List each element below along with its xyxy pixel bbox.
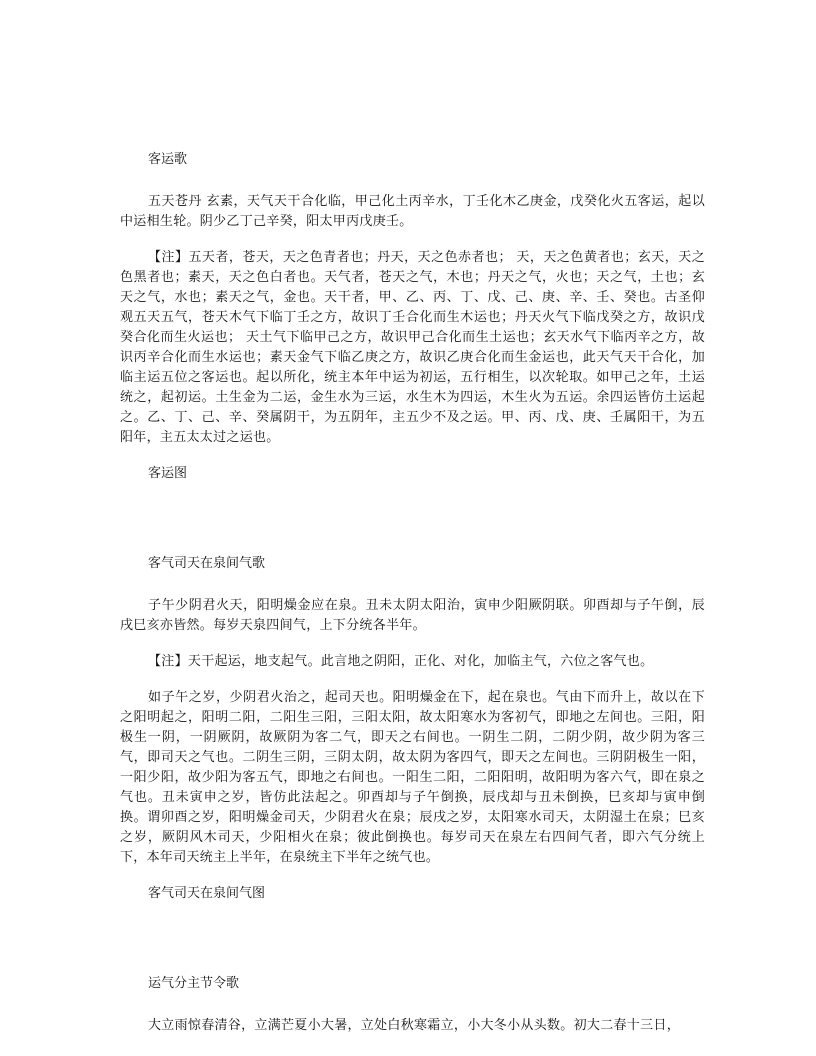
heading-keyun-ge: 客运歌 <box>148 152 188 167</box>
note-keyun-ge <box>120 248 705 448</box>
heading-keqi-tu: 客气司天在泉间气图 <box>148 886 266 901</box>
heading-yunqi-ge: 运气分主节令歌 <box>148 976 240 991</box>
note-text: 天干起运，地支起气。此言地之阴阳，正化、对化，加临主气，六位之客气也。 <box>187 654 654 669</box>
figure-placeholder-keyun-tu <box>120 506 705 554</box>
heading-keqi-ge: 客气司天在泉间气歌 <box>148 556 266 571</box>
note-label: 【注】 <box>148 250 189 265</box>
verse-yunqi-ge: 大立雨惊春清谷，立满芒夏小大暑，立处白秋寒霜立，小大冬小从头数。初大二春十三日， <box>148 1018 681 1033</box>
heading-keyun-tu: 客运图 <box>148 466 188 481</box>
verse-keyun-ge: 五天苍丹 玄素，天气天干合化临，甲己化土丙辛水，丁壬化木乙庚金，戊癸化火五客运，起以中运相生轮。阴少乙丁己辛癸，阳太甲丙戊庚壬。 <box>120 194 705 229</box>
note-keqi-ge <box>120 652 705 672</box>
note-label: 【注】 <box>148 654 188 669</box>
explain-keqi-ge: 如子午之岁，少阴君火治之，起司天也。阳明燥金在下，起在泉也。气由下而升上，故以在下之阳明起之，阳明二阳，二阳生三阳，三阳太阳，故太阳寒水为客初气，即地之左间也。三阳，阳极生一阴，一阴厥阴，故厥阴为客二气，即天之右间也。一阴生二阴，二阴少阴，故少阴为客三气，即司天之气也。二阴生三阴，三阴太阴，故太阴为客四气，即天之左间也。三阴阴极生一阳，一阳少阳，故少阳为客五气，即地之右间也。一阳生二阳，二阳阳明，故阳明为客六气，即在泉之气也。丑未寅申之岁，皆仿此法起之。卯酉却与子午倒换，辰戌却与丑未倒换，巳亥却与寅申倒换。谓卯酉之岁，阳明燥金司天，少阴君火在泉；辰戌之岁，太阳寒水司天，太阴湿土在泉；巳亥之岁，厥阴风木司天，少阳相火在泉；彼此倒换也。每岁司天在泉左右四间气者，即六气分统上下，本年司天统主上半年，在泉统主下半年之统气也。 <box>120 690 705 865</box>
verse-keqi-ge: 子午少阴君火天，阳明燥金应在泉。丑未太阴太阳治，寅申少阳厥阴联。卯酉却与子午倒，辰戌巳亥亦皆然。每岁天泉四间气，上下分统各半年。 <box>120 598 705 633</box>
note-text: 五天者，苍天，天之色青者也；丹天，天之色赤者也； 天，天之色黄者也；玄天，天之色黑者也；素天，天之色白者也。天气者，苍天之气，木也；丹天之气，火也；天之气，土也；玄天之气，水也；素天之气，金也。天干者，甲、乙、丙、丁、戊、己、庚、辛、壬、癸也。古圣仰观五天五气，苍天木气下临丁壬之方，故识丁壬合化而生木运也；丹天火气下临戊癸之方，故识戊癸合化而生火运也； 天土气下临甲己之方，故识甲己合化而生土运也；玄天水气下临丙辛之方，故识丙辛合化而生水运也；素天金气下临乙庚之方，故识乙庚合化而生金运也，此天气天干合化，加临主运五位之客运也。起以所化，统主本年中运为初运，五行相生，以次轮取。如甲己之年，土运统之，起初运。土生金为二运，金生水为三运，水生木为四运，木生火为五运。余四运皆仿土运起之。乙、丁、己、辛、癸属阴干，为五阴年，主五少不及之运。甲、丙、戊、庚、壬属阳干，为五阳年，主五太太过之运也。 <box>120 250 705 445</box>
document-page <box>120 150 705 1036</box>
figure-placeholder-keqi-tu <box>120 926 705 974</box>
